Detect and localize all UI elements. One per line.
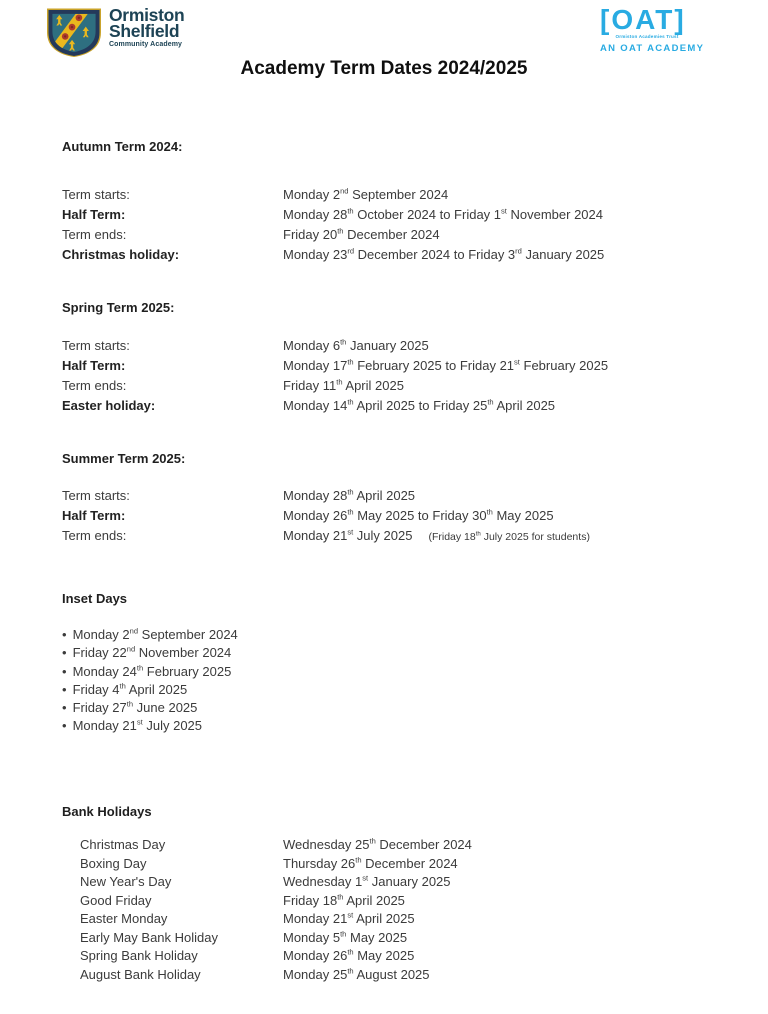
spring-term-rows xyxy=(62,336,722,416)
oat-logo xyxy=(600,6,710,54)
row-label: Term ends: xyxy=(62,528,127,543)
inset-days-list xyxy=(62,626,562,736)
holiday-date: Friday 18th April 2025 xyxy=(283,892,405,908)
row-label: Half Term: xyxy=(62,508,126,523)
holiday-name: Good Friday xyxy=(80,892,152,908)
row-label: Christmas holiday: xyxy=(62,247,180,262)
school-logo xyxy=(45,7,184,58)
row-label: Easter holiday: xyxy=(62,398,156,413)
term-row xyxy=(62,486,722,506)
row-value: Monday 26th May 2025 to Friday 30th May 2025 xyxy=(283,507,554,523)
row-value xyxy=(283,526,722,547)
page-title: Academy Term Dates 2024/2025 xyxy=(240,58,528,79)
school-tagline: Community Academy xyxy=(109,41,183,48)
inset-days-heading: Inset Days xyxy=(62,591,128,606)
summer-term-heading: Summer Term 2025: xyxy=(62,451,186,466)
autumn-term-heading: Autumn Term 2024: xyxy=(62,139,183,154)
table-row xyxy=(80,892,720,911)
students-note: (Friday 18th July 2025 for students) xyxy=(428,530,590,543)
list-item: • Monday 2nd September 2024 xyxy=(62,626,562,644)
table-row xyxy=(80,855,720,874)
spring-term-heading: Spring Term 2025: xyxy=(62,300,175,315)
holiday-name: Boxing Day xyxy=(80,855,147,871)
table-row xyxy=(80,836,720,855)
table-row xyxy=(80,947,720,966)
table-row xyxy=(80,966,720,985)
row-value: Monday 28th April 2025 xyxy=(283,487,416,503)
row-label: Half Term: xyxy=(62,358,126,373)
school-name-line1: Ormiston xyxy=(109,5,185,25)
bank-holidays-rows xyxy=(80,836,720,984)
bank-holidays-heading: Bank Holidays xyxy=(62,804,152,819)
list-item: • Friday 27th June 2025 xyxy=(62,699,562,717)
table-row xyxy=(80,873,720,892)
row-label: Term starts: xyxy=(62,338,130,353)
holiday-date: Monday 21st April 2025 xyxy=(283,910,415,926)
term-row xyxy=(62,225,722,245)
term-row xyxy=(62,185,722,205)
term-row xyxy=(62,356,722,376)
holiday-date: Monday 25th August 2025 xyxy=(283,966,430,982)
holiday-name: New Year's Day xyxy=(80,874,172,889)
list-item: • Friday 22nd November 2024 xyxy=(62,644,562,662)
row-value-text: Monday 21st July 2025 xyxy=(283,527,413,543)
holiday-date: Monday 26th May 2025 xyxy=(283,947,415,963)
crest-rose xyxy=(69,24,76,31)
row-label: Term ends: xyxy=(62,378,127,393)
term-row xyxy=(62,205,722,225)
term-row xyxy=(62,245,722,265)
row-label: Term starts: xyxy=(62,187,130,202)
row-value: Monday 2nd September 2024 xyxy=(283,186,449,202)
row-value: Monday 17th February 2025 to Friday 21st February 2025 xyxy=(283,357,609,373)
row-label: Term starts: xyxy=(62,488,130,503)
crest-rose xyxy=(76,14,83,21)
list-item: • Monday 24th February 2025 xyxy=(62,663,562,681)
row-label: Term ends: xyxy=(62,227,127,242)
holiday-name: Easter Monday xyxy=(80,911,168,926)
holiday-date: Thursday 26th December 2024 xyxy=(283,855,458,871)
holiday-name: Christmas Day xyxy=(80,837,166,852)
row-value: Friday 11th April 2025 xyxy=(283,377,404,393)
autumn-term-rows xyxy=(62,185,722,265)
school-crest-icon xyxy=(45,7,103,58)
holiday-name: August Bank Holiday xyxy=(80,966,201,982)
list-item: • Friday 4th April 2025 xyxy=(62,681,562,699)
row-value: Monday 23rd December 2024 to Friday 3rd January 2025 xyxy=(283,246,605,262)
holiday-date: Wednesday 25th December 2024 xyxy=(283,836,472,852)
term-row xyxy=(62,396,722,416)
term-row xyxy=(62,336,722,356)
summer-term-rows xyxy=(62,486,722,547)
row-value: Monday 6th January 2025 xyxy=(283,337,429,353)
holiday-date: Wednesday 1st January 2025 xyxy=(283,873,451,889)
school-name-line2: Shelfield xyxy=(109,21,180,41)
list-item: • Monday 21st July 2025 xyxy=(62,717,562,735)
row-value: Monday 28th October 2024 to Friday 1st November 2024 xyxy=(283,206,604,222)
row-value: Friday 20th December 2024 xyxy=(283,226,440,242)
oat-wordmark: [OAT] xyxy=(600,4,686,35)
oat-academy-text: AN OAT ACADEMY xyxy=(600,43,705,54)
term-row xyxy=(62,526,722,547)
school-name xyxy=(109,7,184,48)
table-row xyxy=(80,910,720,929)
row-value: Monday 14th April 2025 to Friday 25th April 2025 xyxy=(283,397,556,413)
table-row xyxy=(80,929,720,948)
oat-trust-text: Ormiston Academies Trust xyxy=(615,34,679,39)
holiday-name: Early May Bank Holiday xyxy=(80,929,218,945)
crest-rose xyxy=(62,33,69,40)
row-label: Half Term: xyxy=(62,207,126,222)
holiday-name: Spring Bank Holiday xyxy=(80,948,198,963)
term-row xyxy=(62,376,722,396)
term-row xyxy=(62,506,722,526)
holiday-date: Monday 5th May 2025 xyxy=(283,929,408,945)
